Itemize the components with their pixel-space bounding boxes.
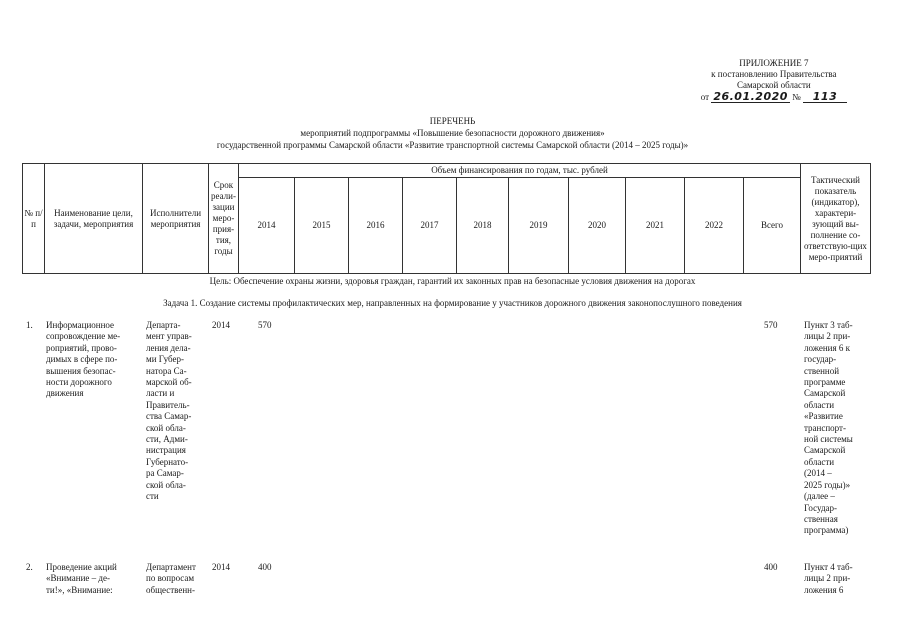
- row-value-2014: 570: [258, 320, 272, 330]
- row-ind-line: транспорт-: [804, 422, 846, 433]
- row-exec-line: Департамент: [146, 562, 196, 572]
- row-indicator: [804, 320, 870, 537]
- row-term: 2014: [212, 320, 230, 330]
- th-year: 2016: [349, 178, 403, 274]
- row-name-line: роприятий, прово-: [46, 342, 117, 353]
- row-exec-line: по вопросам: [146, 573, 195, 584]
- th-year: 2017: [403, 178, 457, 274]
- row-ind-line: Государ-: [804, 502, 838, 513]
- row-exec-line: сти: [146, 491, 159, 502]
- row-ind-line: Самарской: [804, 388, 846, 399]
- number-prefix: №: [792, 92, 801, 102]
- row-ind-line: (2014 –: [804, 468, 832, 479]
- row-total: 570: [764, 320, 778, 330]
- row-name-line: Проведение акций: [46, 562, 117, 572]
- row-ind-line: программа): [804, 525, 849, 536]
- appendix-block: [701, 58, 847, 103]
- th-year: 2015: [295, 178, 349, 274]
- th-year: 2022: [685, 178, 744, 274]
- row-ind-line: 2025 годы)»: [804, 479, 851, 490]
- row-ind-line: области: [804, 399, 835, 410]
- date-prefix: от: [700, 92, 710, 102]
- doc-subtitle-2: государственной программы Самарской области «Развитие транспортной системы Самарской области (2014 – 2025 годы)»: [216, 140, 689, 150]
- row-exec-line: общественн-: [146, 584, 195, 595]
- row-exec-line: сти, Адми-: [146, 434, 188, 445]
- goal-text: Цель: Обеспечение охраны жизни, здоровья граждан, гарантий их законных прав на безопасные условия движения на дорогах: [209, 276, 696, 286]
- row-exec-line: ра Самар-: [146, 468, 184, 479]
- th-year: 2014: [239, 178, 295, 274]
- row-ind-line: области: [804, 456, 835, 467]
- row-name-line: сопровождение ме-: [46, 331, 121, 342]
- appendix-title: ПРИЛОЖЕНИЕ 7: [739, 58, 809, 68]
- row-exec-line: Департа-: [146, 320, 181, 330]
- row-ind-line: государ-: [804, 354, 837, 365]
- th-year: 2020: [569, 178, 626, 274]
- row-num: 1.: [26, 320, 33, 330]
- doc-subtitle-1: мероприятий подпрограммы «Повышение безопасности дорожного движения»: [300, 128, 605, 138]
- appendix-line1: к постановлению Правительства: [711, 69, 837, 79]
- task-text: Задача 1. Создание системы профилактических мер, направленных на формирование у участников дорожного движения законопослушного поведения: [163, 298, 742, 308]
- row-name: [46, 320, 138, 400]
- header-table: [22, 163, 871, 274]
- row-value-2014: 400: [258, 562, 272, 572]
- number-value: 113: [803, 91, 847, 103]
- th-name: Наименование цели, задачи, мероприятия: [45, 164, 143, 274]
- row-name-line: движения: [46, 388, 84, 399]
- doc-title: ПЕРЕЧЕНЬ: [429, 116, 476, 126]
- th-num: № п/п: [23, 164, 45, 274]
- row-name-line: ности дорожного: [46, 377, 112, 388]
- row-exec-line: ласти и: [146, 388, 175, 399]
- row-num: 2.: [26, 562, 33, 572]
- row-exec-line: ской обла-: [146, 422, 186, 433]
- row-name-line: димых в сфере по-: [46, 354, 118, 365]
- appendix-date-line: [701, 91, 847, 103]
- row-ind-line: лицы 2 при-: [804, 331, 851, 342]
- row-name: [46, 562, 138, 596]
- th-total: Всего: [744, 178, 801, 274]
- row-exec-line: нистрация: [146, 445, 186, 456]
- row-name-line: Информационное: [46, 320, 115, 330]
- row-executors: [146, 320, 208, 503]
- row-ind-line: «Развитие: [804, 411, 843, 422]
- row-indicator: [804, 562, 870, 596]
- row-ind-line: Пункт 3 таб-: [804, 320, 853, 330]
- row-name-line: вышения безопас-: [46, 365, 116, 376]
- row-executors: [146, 562, 208, 596]
- row-exec-line: ства Самар-: [146, 411, 192, 422]
- row-name-line: ти!», «Внимание:: [46, 584, 113, 595]
- row-name-line: «Внимание – де-: [46, 573, 110, 584]
- row-exec-line: Правитель-: [146, 399, 190, 410]
- row-exec-line: натора Са-: [146, 365, 187, 376]
- row-ind-line: (далее –: [804, 491, 835, 502]
- row-exec-line: марской об-: [146, 377, 192, 388]
- row-exec-line: мент управ-: [146, 331, 192, 342]
- row-ind-line: ственная: [804, 513, 838, 524]
- row-ind-line: Самарской: [804, 445, 846, 456]
- row-ind-line: программе: [804, 377, 846, 388]
- row-ind-line: ложения 6 к: [804, 342, 851, 353]
- th-year: 2021: [626, 178, 685, 274]
- row-exec-line: Губернато-: [146, 456, 189, 467]
- th-term: Срок реали-зации меро-прия-тия, годы: [209, 164, 239, 274]
- row-ind-line: Пункт 4 таб-: [804, 562, 853, 572]
- row-term: 2014: [212, 562, 230, 572]
- th-year: 2018: [457, 178, 509, 274]
- th-executors: Исполнители мероприятия: [143, 164, 209, 274]
- th-indicator: Тактический показатель (индикатор), характери-зующий вы-полнение со-ответствую-щих меро-приятий: [801, 164, 871, 274]
- appendix-line2: Самарской области: [737, 80, 811, 90]
- row-ind-line: ложения 6: [804, 584, 844, 595]
- row-exec-line: ми Губер-: [146, 354, 184, 365]
- row-ind-line: лицы 2 при-: [804, 573, 851, 584]
- th-year: 2019: [509, 178, 569, 274]
- row-exec-line: ской обла-: [146, 479, 186, 490]
- row-exec-line: ления дела-: [146, 342, 191, 353]
- date-value: 26.01.2020: [713, 90, 788, 103]
- th-funding: Объем финансирования по годам, тыс. рублей: [239, 164, 801, 178]
- row-ind-line: ственной: [804, 365, 840, 376]
- row-total: 400: [764, 562, 778, 572]
- row-ind-line: ной системы: [804, 434, 853, 445]
